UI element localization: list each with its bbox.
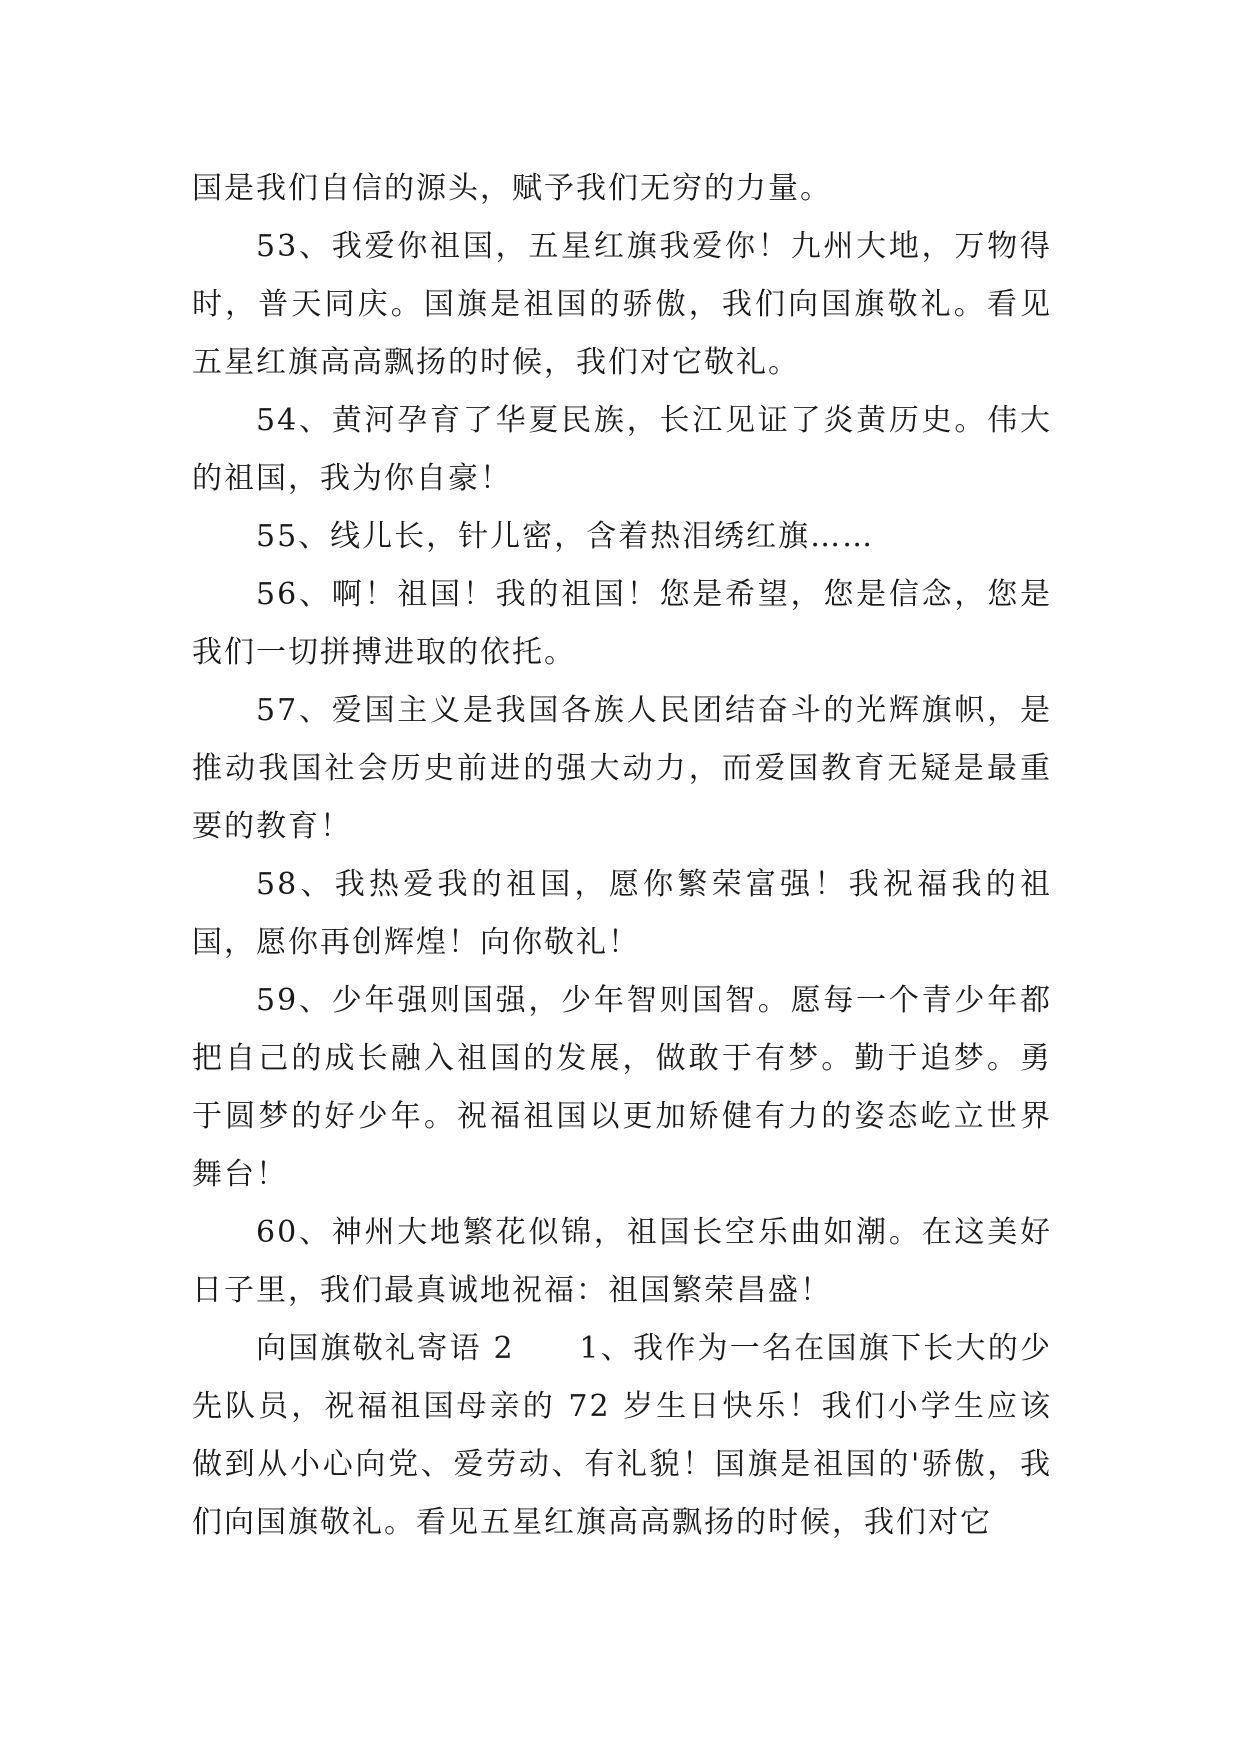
paragraph: 向国旗敬礼寄语 2 1、我作为一名在国旗下长大的少先队员，祝福祖国母亲的 72 岁生日快乐！我们小学生应该做到从小心向党、爱劳动、有礼貌！国旗是祖国的'骄傲，我们向国旗敬礼。看见五星红旗高高飘扬的时候，我们对它 (192, 1331, 1052, 1540)
paragraph: 57、爱国主义是我国各族人民团结奋斗的光辉旗帜，是推动我国社会历史前进的强大动力，而爱国教育无疑是最重要的教育！ (192, 693, 1052, 844)
paragraph: 58、我热爱我的祖国，愿你繁荣富强！我祝福我的祖国，愿你再创辉煌！向你敬礼！ (192, 867, 1052, 960)
paragraph: 国是我们自信的源头，赋予我们无穷的力量。 (192, 171, 832, 206)
paragraph: 54、黄河孕育了华夏民族，长江见证了炎黄历史。伟大的祖国，我为你自豪！ (192, 403, 1052, 496)
paragraph: 59、少年强则国强，少年智则国智。愿每一个青少年都把自己的成长融入祖国的发展，做敢于有梦。勤于追梦。勇于圆梦的好少年。祝福祖国以更加矫健有力的姿态屹立世界舞台！ (192, 983, 1052, 1192)
document-body (192, 160, 1052, 1552)
paragraph: 53、我爱你祖国，五星红旗我爱你！九州大地，万物得时，普天同庆。国旗是祖国的骄傲，我们向国旗敬礼。看见五星红旗高高飘扬的时候，我们对它敬礼。 (192, 229, 1052, 380)
paragraph: 55、线儿长，针儿密，含着热泪绣红旗…… (256, 519, 875, 554)
paragraph: 60、神州大地繁花似锦，祖国长空乐曲如潮。在这美好日子里，我们最真诚地祝福：祖国繁荣昌盛！ (192, 1215, 1052, 1308)
paragraph: 56、啊！祖国！我的祖国！您是希望，您是信念，您是我们一切拼搏进取的依托。 (192, 577, 1052, 670)
